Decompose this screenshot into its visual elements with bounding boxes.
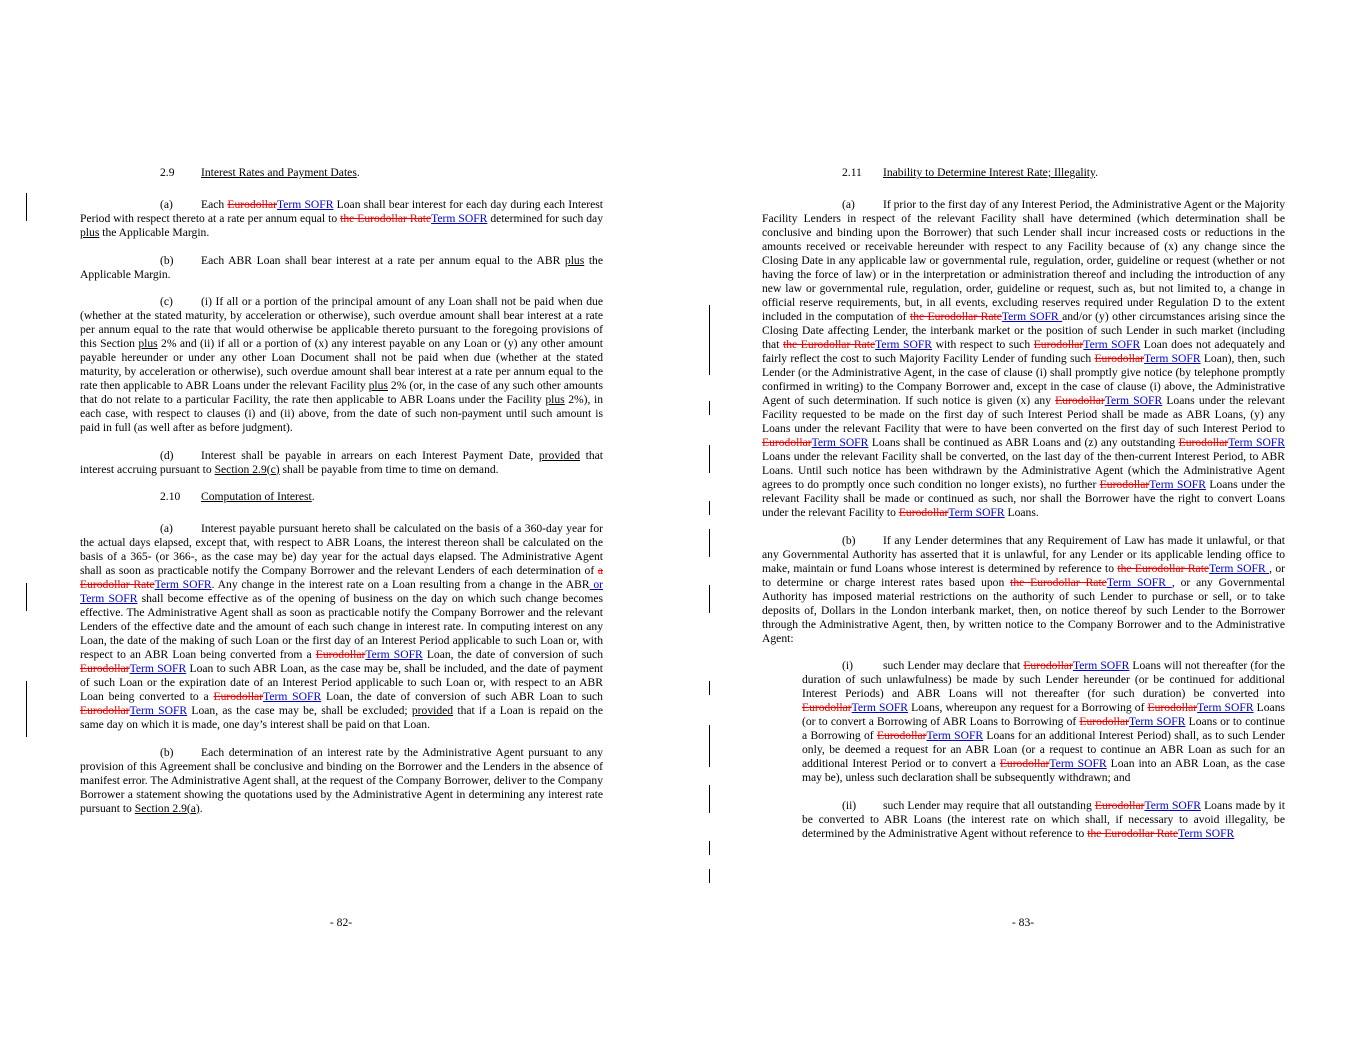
change-bar bbox=[26, 681, 27, 737]
text-run: Interest shall be payable in arrears on each Interest Payment Date, bbox=[201, 448, 539, 462]
deleted-text: the Eurodollar Rate bbox=[909, 310, 1002, 323]
text-run: (i) If all or a portion of the principal amount of any Loan shall not be paid when due (whether at the stated maturity, by acceleration or otherwise), such overdue amount shall bear interest at a rate per annum equal to the rate that would otherwise be applicable thereto pursuant to the foregoing provisions of this Section bbox=[80, 295, 603, 350]
deleted-text: Eurodollar bbox=[802, 701, 852, 714]
page-number: - 82- bbox=[329, 916, 353, 929]
text-run: Loans, whereupon any request for a Borrowing of bbox=[908, 701, 1148, 714]
deleted-text: Eurodollar bbox=[1094, 798, 1145, 812]
clause-label: (c) bbox=[160, 295, 173, 308]
deleted-text: the Eurodollar Rate bbox=[1117, 561, 1210, 575]
change-bar bbox=[26, 193, 27, 221]
deleted-text: Eurodollar bbox=[876, 729, 927, 742]
page-number: - 83- bbox=[1011, 916, 1035, 929]
paragraph-2-11-b bbox=[762, 534, 1285, 646]
inserted-text: Term SOFR bbox=[276, 198, 334, 211]
text-run: Loans under the relevant Facility shall be converted, on the last day of the then-current Interest Period, to ABR Loans. Until such notice has been withdrawn by the Administrative Agent (which the Administrative Agent agrees to do promptly once such condition no longer exists), no further bbox=[762, 450, 1285, 491]
text-run: Interest payable pursuant hereto shall be calculated on the basis of a 360-day year for the actual days elapsed, except that, with respect to ABR Loans, the interest thereon shall be calculated on the basis of a 365- (or 366-, as the case may be) day year for the actual days elapsed. The Administrative Agent shall as soon as practicable notify the Company Borrower and the relevant Lenders of each determination of bbox=[80, 522, 603, 577]
paragraph-2-11-b-i bbox=[762, 659, 1285, 785]
change-bar bbox=[709, 681, 710, 695]
section-2-11-heading: 2.11 Inability to Determine Interest Rate; Illegality. bbox=[842, 166, 1098, 179]
text-run: Loan), then, such Lender (or the Administrative Agent, in the case of clause (i) shall promptly give notice (by telephone promptly confirmed in writing) to the Company Borrower and, except in the case of clause (i) above, the Administrative Agent of such determination. If such notice is given (x) any bbox=[762, 352, 1285, 407]
paragraph-2-11-b-ii bbox=[762, 799, 1285, 841]
text-run: that if a Loan is repaid on the same day on which it is made, one day’s interest shall be paid on that Loan. bbox=[80, 704, 603, 731]
inserted-text: Term SOFR bbox=[1129, 715, 1186, 728]
deleted-text: Eurodollar bbox=[898, 506, 949, 519]
inserted-text: Term SOFR bbox=[811, 436, 869, 449]
text-run: Loans under the relevant Facility shall be made or continued as such, nor shall the Borrower have the right to convert Loans under the relevant Facility to bbox=[762, 478, 1285, 519]
inserted-text: Term SOFR bbox=[1106, 575, 1172, 589]
text-run: plus bbox=[138, 337, 158, 350]
text-run: provided bbox=[411, 704, 454, 717]
section-reference-2-9-a: Section 2.9(a) bbox=[134, 801, 200, 815]
text-run: Loan into an ABR Loan, as the case may be), unless such declaration shall be subsequently withdrawn; and bbox=[802, 757, 1285, 784]
change-bar bbox=[709, 785, 710, 813]
text-run: Loans or to continue a Borrowing of bbox=[802, 715, 1285, 742]
inserted-text: Term SOFR bbox=[365, 648, 423, 661]
change-bar bbox=[709, 869, 710, 883]
deleted-text: Eurodollar bbox=[315, 648, 366, 661]
inserted-text: Term SOFR bbox=[129, 662, 187, 675]
change-bar bbox=[709, 445, 710, 473]
inserted-text: Term SOFR bbox=[1209, 561, 1270, 575]
inserted-text: Term SOFR bbox=[875, 338, 933, 351]
change-bar bbox=[709, 401, 710, 415]
text-run: . bbox=[199, 801, 203, 815]
text-run: Loan shall bear interest for each day during each Interest Period with respect thereto at a rate per annum equal to bbox=[80, 198, 603, 225]
text-run: shall be payable from time to time on demand. bbox=[279, 462, 499, 476]
text-run: the Applicable Margin. bbox=[80, 253, 603, 281]
deleted-text: the Eurodollar Rate bbox=[1010, 575, 1107, 589]
deleted-text: Eurodollar bbox=[1147, 701, 1198, 714]
deleted-text: the Eurodollar Rate bbox=[340, 212, 432, 225]
clause-label: 2.11 bbox=[842, 166, 862, 179]
section-2-9-heading: 2.9 Interest Rates and Payment Dates. bbox=[160, 166, 360, 179]
clause-label: (a) bbox=[842, 198, 855, 211]
deleted-text: Eurodollar bbox=[1178, 436, 1229, 449]
deleted-text: Eurodollar bbox=[1023, 659, 1073, 672]
text-run: Each ABR Loan shall bear interest at a rate per annum equal to the ABR bbox=[201, 253, 565, 267]
text-run: that interest accruing pursuant to bbox=[80, 448, 603, 476]
text-run: such Lender may require that all outstanding bbox=[883, 798, 1095, 812]
clause-label: (a) bbox=[160, 522, 173, 535]
change-bar bbox=[709, 305, 710, 375]
inserted-text: Term SOFR bbox=[263, 690, 322, 703]
clause-label: (b) bbox=[160, 253, 174, 267]
inserted-text: Term SOFR bbox=[851, 701, 909, 714]
deleted-text: Eurodollar bbox=[1099, 478, 1150, 491]
paragraph-2-9-a bbox=[80, 198, 603, 240]
text-run: determined for such day bbox=[487, 212, 603, 225]
change-bar bbox=[709, 725, 710, 767]
inserted-text: Term SOFR bbox=[1104, 394, 1163, 407]
right-page-body bbox=[762, 166, 1285, 854]
text-run: shall become effective as of the opening of business on the day on which such change becomes effective. The Administrative Agent shall as soon as practicable notify the Company Borrower and the relevant Lenders of the effective date and the amount of each such change in interest rate. In computing interest on any Loan, the date of the making of such Loan or the first day of an Interest Period applicable to such Loan or, with respect to an ABR Loan being converted from a bbox=[80, 592, 604, 661]
inserted-text: Term SOFR bbox=[431, 212, 488, 225]
deleted-text: the Eurodollar Rate bbox=[1087, 826, 1179, 840]
text-run: Loans will not thereafter (for the duration of such unlawfulness) be made by such Lender hereunder (or be continued for additional Interest Periods) and ABR Loans will not thereafter (for such duration) be converted into bbox=[802, 659, 1285, 700]
inserted-text: Term SOFR bbox=[1178, 826, 1235, 840]
deleted-text: Eurodollar bbox=[1033, 338, 1084, 351]
text-run: Loans for an additional Interest Period) shall, as to such Lender only, be deemed a request for an ABR Loan (or a request to continue an ABR Loan as such for an additional Interest Period or to convert a bbox=[802, 729, 1285, 770]
change-bar bbox=[709, 501, 710, 515]
deleted-text: Eurodollar bbox=[80, 704, 130, 717]
inserted-text: Term SOFR bbox=[154, 578, 212, 591]
right-page bbox=[682, 0, 1365, 1055]
text-run: Loans (or to convert a Borrowing of ABR Loans to Borrowing of bbox=[802, 701, 1286, 728]
inserted-text: Term SOFR bbox=[1083, 338, 1141, 351]
inserted-text: Term SOFR bbox=[1228, 436, 1285, 449]
text-run: Each bbox=[201, 198, 228, 211]
paragraph-2-9-b bbox=[80, 254, 603, 282]
clause-label: (b) bbox=[160, 745, 174, 759]
deleted-text: Eurodollar bbox=[227, 198, 277, 211]
change-bar bbox=[709, 585, 710, 613]
text-run: plus bbox=[564, 253, 585, 267]
text-run: the Applicable Margin. bbox=[99, 226, 210, 239]
text-run: 2% and (ii) if all or a portion of (x) any interest payable on any Loan or (y) any other amount payable hereunder or under any other Loan Document shall not be paid when due (whether at the stated maturity, by acceleration or otherwise), such overdue amount shall bear interest at a rate per annum equal to the rate then applicable to ABR Loans under the relevant Facility bbox=[80, 337, 604, 392]
text-run: Loan, the date of conversion of such ABR Loan to such bbox=[321, 690, 603, 703]
inserted-text: Term SOFR bbox=[129, 704, 188, 717]
left-page bbox=[0, 0, 682, 1055]
paragraph-2-9-d bbox=[80, 449, 603, 477]
text-run: and/or (y) other circumstances arising since the Closing Date affecting Lender, the interbank market or the position of such Lender in such market (including that bbox=[762, 310, 1285, 351]
section-2-9-title: Interest Rates and Payment Dates bbox=[201, 166, 357, 179]
clause-label: (d) bbox=[160, 448, 174, 462]
text-run: , or to determine or charge interest rates based upon bbox=[762, 561, 1285, 589]
inserted-text: Term SOFR bbox=[1197, 701, 1254, 714]
paragraph-2-9-c bbox=[80, 295, 603, 435]
inserted-text: Term SOFR bbox=[926, 729, 984, 742]
deleted-text: Eurodollar bbox=[213, 690, 264, 703]
change-bar bbox=[709, 841, 710, 855]
change-bar bbox=[26, 583, 27, 611]
deleted-text: Eurodollar bbox=[1094, 352, 1145, 365]
text-run: Loan does not adequately and fairly reflect the cost to such Majority Facility Lender of funding such bbox=[762, 338, 1285, 365]
text-run: provided bbox=[538, 448, 581, 462]
change-bar bbox=[709, 529, 710, 557]
text-run: Loans shall be continued as ABR Loans and (z) any outstanding bbox=[868, 436, 1179, 449]
section-2-10-title: Computation of Interest bbox=[201, 490, 312, 503]
paragraph-2-10-b bbox=[80, 746, 603, 816]
text-run: plus bbox=[80, 226, 100, 239]
deleted-text: the Eurodollar Rate bbox=[782, 338, 876, 351]
inserted-text: Term SOFR bbox=[1144, 352, 1201, 365]
clause-label: (b) bbox=[842, 533, 856, 547]
text-run: plus bbox=[545, 393, 565, 406]
text-run: plus bbox=[368, 379, 388, 392]
inserted-text: Term SOFR bbox=[1149, 478, 1206, 491]
deleted-text: Eurodollar bbox=[999, 757, 1050, 770]
paragraph-2-11-a bbox=[762, 198, 1285, 520]
text-run: Loan, as the case may be, shall be excluded; bbox=[187, 704, 412, 717]
text-run: 2% (or, in the case of any such other amounts that do not relate to a particular Facility, the rate then applicable to ABR Loans under the Facility bbox=[80, 379, 603, 406]
clause-label: 2.9 bbox=[160, 166, 175, 179]
left-page-body bbox=[80, 166, 603, 829]
inserted-text: Term SOFR bbox=[1144, 798, 1201, 812]
clause-label: (ii) bbox=[842, 798, 857, 812]
deleted-text: Eurodollar bbox=[1079, 715, 1130, 728]
deleted-text: a Eurodollar Rate bbox=[80, 564, 603, 591]
text-run: Loan to such ABR Loan, as the case may be, shall be included, and the date of payment of such Loan or the expiration date of an Interest Period applicable to such Loan or, with respect to an ABR Loan being converted to a bbox=[80, 662, 603, 703]
inserted-text: or Term SOFR bbox=[80, 578, 603, 605]
inserted-text: Term SOFR bbox=[1072, 659, 1130, 672]
section-2-10-heading: 2.10 Computation of Interest. bbox=[160, 490, 315, 503]
text-run: Loan, the date of conversion of such bbox=[422, 648, 604, 661]
text-run: with respect to such bbox=[932, 338, 1034, 351]
inserted-text: Term SOFR bbox=[948, 506, 1005, 519]
clause-label: 2.10 bbox=[160, 490, 181, 503]
text-run: such Lender may declare that bbox=[883, 659, 1024, 672]
text-run: Loans made by it be converted to ABR Loans (the interest rate on which shall, if necessary to avoid illegality, be determined by the Administrative Agent without reference to bbox=[802, 798, 1285, 840]
text-run: . Any change in the interest rate on a Loan resulting from a change in the ABR bbox=[211, 578, 590, 591]
text-run: , or any Governmental Authority has imposed material restrictions on the authority of such Lender to purchase or sell, or to take deposits of, Dollars in the London interbank market, then, on notice thereof by such Lender to the Borrower through the Administrative Agent, then, by written notice to the Company Borrower and to the Administrative Agent: bbox=[762, 575, 1285, 645]
text-run: If any Lender determines that any Requirement of Law has made it unlawful, or that any Governmental Authority has asserted that it is unlawful, for any Lender or its applicable lending office to make, maintain or fund Loans whose interest is determined by reference to bbox=[762, 533, 1285, 575]
clause-label: (a) bbox=[160, 198, 173, 211]
deleted-text: Eurodollar bbox=[1055, 394, 1105, 407]
section-2-11-title: Inability to Determine Interest Rate; Illegality bbox=[883, 166, 1096, 179]
inserted-text: Term SOFR bbox=[1001, 310, 1063, 323]
paragraph-2-10-a bbox=[80, 522, 603, 732]
text-run: Loans under the relevant Facility requested to be made on the first day of such Interest Period shall be made as ABR Loans, (y) any Loans under the relevant Facility that were to have been converted on the first day of such Interest Period to bbox=[762, 394, 1286, 435]
text-run: Each determination of an interest rate by the Administrative Agent pursuant to any provision of this Agreement shall be conclusive and binding on the Borrower and the Lenders in the absence of manifest error. The Administrative Agent shall, at the request of the Company Borrower, deliver to the Company Borrower a statement showing the quotations used by the Administrative Agent in determining any interest rate pursuant to bbox=[80, 745, 603, 815]
text-run: If prior to the first day of any Interest Period, the Administrative Agent or the Majority Facility Lenders in respect of the relevant Facility shall have determined (which determination shall be conclusive and binding upon the Borrower) that such Lender shall incur increased costs or reductions in the amounts received or receivable hereunder with respect to any Facility because of (x) any change since the Closing Date in any applicable law or governmental rule, regulation, order, guideline or request (whether or not having the force of law) or in the interpretation or administration thereof and including the introduction of any new law or governmental rule, regulation, order, guideline or request, such as, but not limited to, a change in official reserve requirements, but, in all events, excluding reserves required under Regulation D to the extent included in the computation of bbox=[762, 198, 1285, 323]
text-run: 2%), in each case, with respect to clauses (i) and (ii) above, from the date of such non-payment until such amount is paid in full (as well after as before judgment). bbox=[80, 393, 603, 434]
section-reference-2-9-c: Section 2.9(c) bbox=[214, 462, 280, 476]
deleted-text: Eurodollar bbox=[80, 662, 130, 675]
clause-label: (i) bbox=[842, 659, 853, 672]
inserted-text: Term SOFR bbox=[1049, 757, 1107, 770]
deleted-text: Eurodollar bbox=[762, 436, 812, 449]
text-run: Loans. bbox=[1004, 506, 1039, 519]
